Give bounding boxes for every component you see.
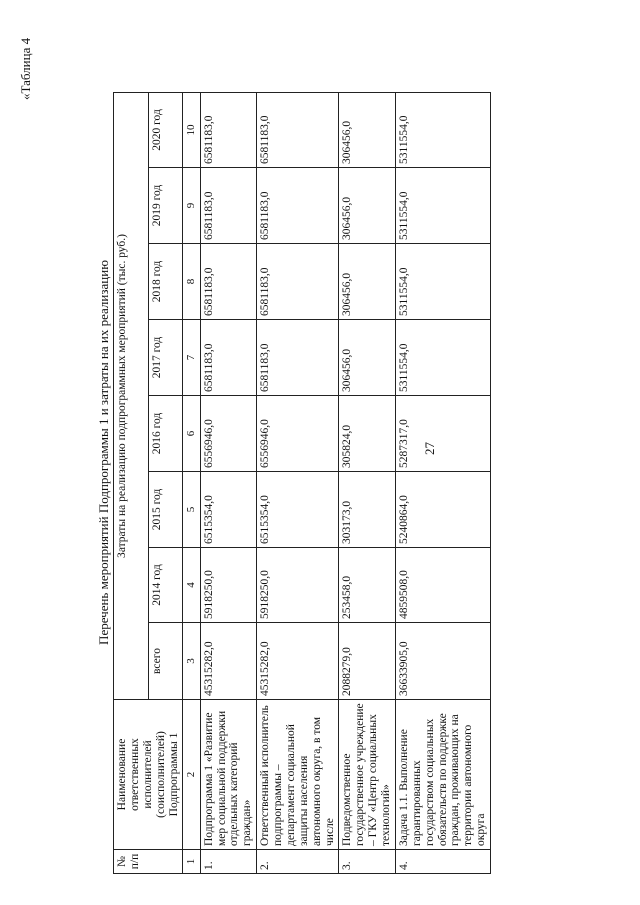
row-value: 5311554,0 bbox=[395, 92, 490, 167]
column-number-row bbox=[183, 92, 200, 873]
row-value: 6581183,0 bbox=[200, 92, 257, 167]
row-value: 6515354,0 bbox=[257, 472, 339, 548]
row-value: 36633905,0 bbox=[395, 623, 490, 700]
column-number: 9 bbox=[183, 168, 200, 244]
page-number: 27 bbox=[422, 442, 437, 455]
column-number: 1 bbox=[183, 850, 200, 874]
row-value: 6515354,0 bbox=[200, 472, 257, 548]
row-name: Подведомственное государственное учреждение – ГКУ «Центр социальных технологий» bbox=[339, 700, 396, 850]
table-label: «Таблица 4 bbox=[18, 37, 33, 100]
column-number: 2 bbox=[183, 700, 200, 850]
header-year: 2017 год bbox=[148, 320, 183, 396]
row-value: 303173,0 bbox=[339, 472, 396, 548]
table-row bbox=[200, 92, 257, 873]
row-value: 5287317,0 bbox=[395, 396, 490, 472]
table-title: Перечень мероприятий Подпрограммы 1 и затраты на их реализацию bbox=[96, 260, 111, 645]
row-value: 5311554,0 bbox=[395, 244, 490, 320]
row-value: 6581183,0 bbox=[257, 168, 339, 244]
row-num: 1. bbox=[200, 850, 257, 874]
row-value: 6556946,0 bbox=[257, 396, 339, 472]
row-name: Ответственный исполнитель подпрограммы – департамент социальной защиты населения автономного округа, в том числе bbox=[257, 700, 339, 850]
row-value: 306456,0 bbox=[339, 168, 396, 244]
row-value: 6581183,0 bbox=[200, 244, 257, 320]
row-value: 6581183,0 bbox=[200, 320, 257, 396]
row-value: 5311554,0 bbox=[395, 320, 490, 396]
row-value: 6556946,0 bbox=[200, 396, 257, 472]
header-year: 2015 год bbox=[148, 472, 183, 548]
header-name: Наименование ответственных исполнителей (соисполнителей) Подпрограммы 1 bbox=[114, 700, 183, 850]
row-value: 5918250,0 bbox=[200, 548, 257, 623]
row-value: 45315282,0 bbox=[257, 623, 339, 700]
header-costs-group: Затраты на реализацию подпрограммных мероприятий (тыс. руб.) bbox=[114, 92, 149, 699]
row-value: 2088279,0 bbox=[339, 623, 396, 700]
row-value: 306456,0 bbox=[339, 92, 396, 167]
header-year: 2019 год bbox=[148, 168, 183, 244]
table-row bbox=[339, 92, 396, 873]
column-number: 8 bbox=[183, 244, 200, 320]
header-row-1 bbox=[114, 92, 149, 873]
row-value: 6581183,0 bbox=[257, 320, 339, 396]
costs-table bbox=[113, 92, 491, 874]
column-number: 4 bbox=[183, 548, 200, 623]
row-num: 3. bbox=[339, 850, 396, 874]
row-value: 5240864,0 bbox=[395, 472, 490, 548]
row-value: 306456,0 bbox=[339, 320, 396, 396]
table-row bbox=[395, 92, 490, 873]
row-num: 2. bbox=[257, 850, 339, 874]
column-number: 7 bbox=[183, 320, 200, 396]
row-name: Задача 1.1. Выполнение гарантированных государством социальных обязательств по поддержке граждан, проживающих на территории автономного округа bbox=[395, 700, 490, 850]
row-value: 4859508,0 bbox=[395, 548, 490, 623]
row-value: 6581183,0 bbox=[257, 244, 339, 320]
header-num: № п/п bbox=[114, 850, 183, 874]
row-value: 6581183,0 bbox=[200, 168, 257, 244]
row-value: 45315282,0 bbox=[200, 623, 257, 700]
header-total: всего bbox=[148, 623, 183, 700]
header-year: 2016 год bbox=[148, 396, 183, 472]
row-value: 305824,0 bbox=[339, 396, 396, 472]
column-number: 6 bbox=[183, 396, 200, 472]
header-year: 2020 год bbox=[148, 92, 183, 167]
header-year: 2014 год bbox=[148, 548, 183, 623]
row-value: 253458,0 bbox=[339, 548, 396, 623]
row-num: 4. bbox=[395, 850, 490, 874]
column-number: 3 bbox=[183, 623, 200, 700]
row-value: 306456,0 bbox=[339, 244, 396, 320]
header-year: 2018 год bbox=[148, 244, 183, 320]
row-value: 6581183,0 bbox=[257, 92, 339, 167]
row-value: 5918250,0 bbox=[257, 548, 339, 623]
column-number: 10 bbox=[183, 92, 200, 167]
column-number: 5 bbox=[183, 472, 200, 548]
row-name: Подпрограмма 1 «Развитие мер социальной поддержки отдельных категорий граждан» bbox=[200, 700, 257, 850]
row-value: 5311554,0 bbox=[395, 168, 490, 244]
table-row bbox=[257, 92, 339, 873]
